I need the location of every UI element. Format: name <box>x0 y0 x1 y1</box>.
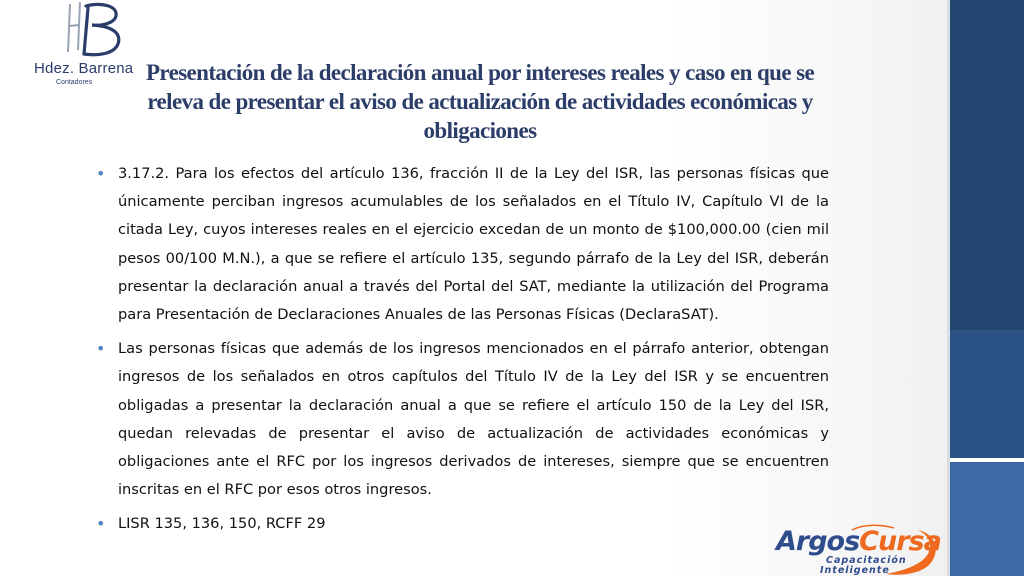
bullet-text: 3.17.2. Para los efectos del artículo 136, fracción II de la Ley del ISR, las personas físicas que únicamente perciban ingresos acumulables de los señalados en el Título IV, Capítulo VI de la citada Ley, cuyos intereses reales en el ejercicio excedan de un monto de $100,000.00 (cien mil pesos 00/100 M.N.), a que se refiere el artículo 135, segundo párrafo de la Ley del ISR, deberán presentar la declaración anual a través del Portal del SAT, mediante la utilización del Programa para Presentación de Declaraciones Anuales de las Personas Físicas (DeclaraSAT). <box>118 165 829 324</box>
right-decorative-panel <box>947 0 1024 576</box>
logo-subtitle: Contadores <box>56 79 93 86</box>
bullet-dot-icon: • <box>96 514 106 534</box>
bullet-item <box>96 335 829 504</box>
bullet-dot-icon: • <box>96 339 106 359</box>
argoscursa-logo <box>768 522 948 576</box>
logo-name: Hdez. Barrena <box>34 60 134 77</box>
panel-segment-bottom <box>947 462 1024 576</box>
argos-word: Argos <box>776 526 860 557</box>
bullet-item <box>96 510 829 538</box>
bullet-text: LISR 135, 136, 150, RCFF 29 <box>118 515 326 533</box>
slide-content <box>96 160 829 545</box>
bullet-dot-icon: • <box>96 164 106 183</box>
cursa-word: Cursa <box>859 526 941 557</box>
bullet-item <box>96 160 829 329</box>
argoscursa-tagline <box>820 555 946 576</box>
panel-segment-top <box>947 0 1024 330</box>
slide-title: Presentación de la declaración anual por intereses reales y caso en que se releva de presentar el aviso de actualización de actividades económicas y obligaciones <box>145 60 815 143</box>
panel-edge <box>947 0 950 576</box>
left-margin <box>0 0 32 576</box>
tagline-line1: Capacitación <box>826 555 907 566</box>
argoscursa-wordmark <box>776 526 941 557</box>
panel-segment-middle <box>947 330 1024 458</box>
tagline-line2: Inteligente <box>820 565 890 576</box>
bullet-text: Las personas físicas que además de los ingresos mencionados en el párrafo anterior, obtengan ingresos de los señalados en otros capítulos del Título IV de la Ley del ISR y se encuentren obligadas a presentar la declaración anual a que se refiere el artículo 150 de la Ley del ISR, quedan relevadas de presentar el aviso de actualización de actividades económicas y obligaciones ante el RFC por los ingresos derivados de intereses, siempre que se encuentren inscritas en el RFC por esos otros ingresos. <box>118 340 829 499</box>
bullet-list <box>96 160 829 539</box>
